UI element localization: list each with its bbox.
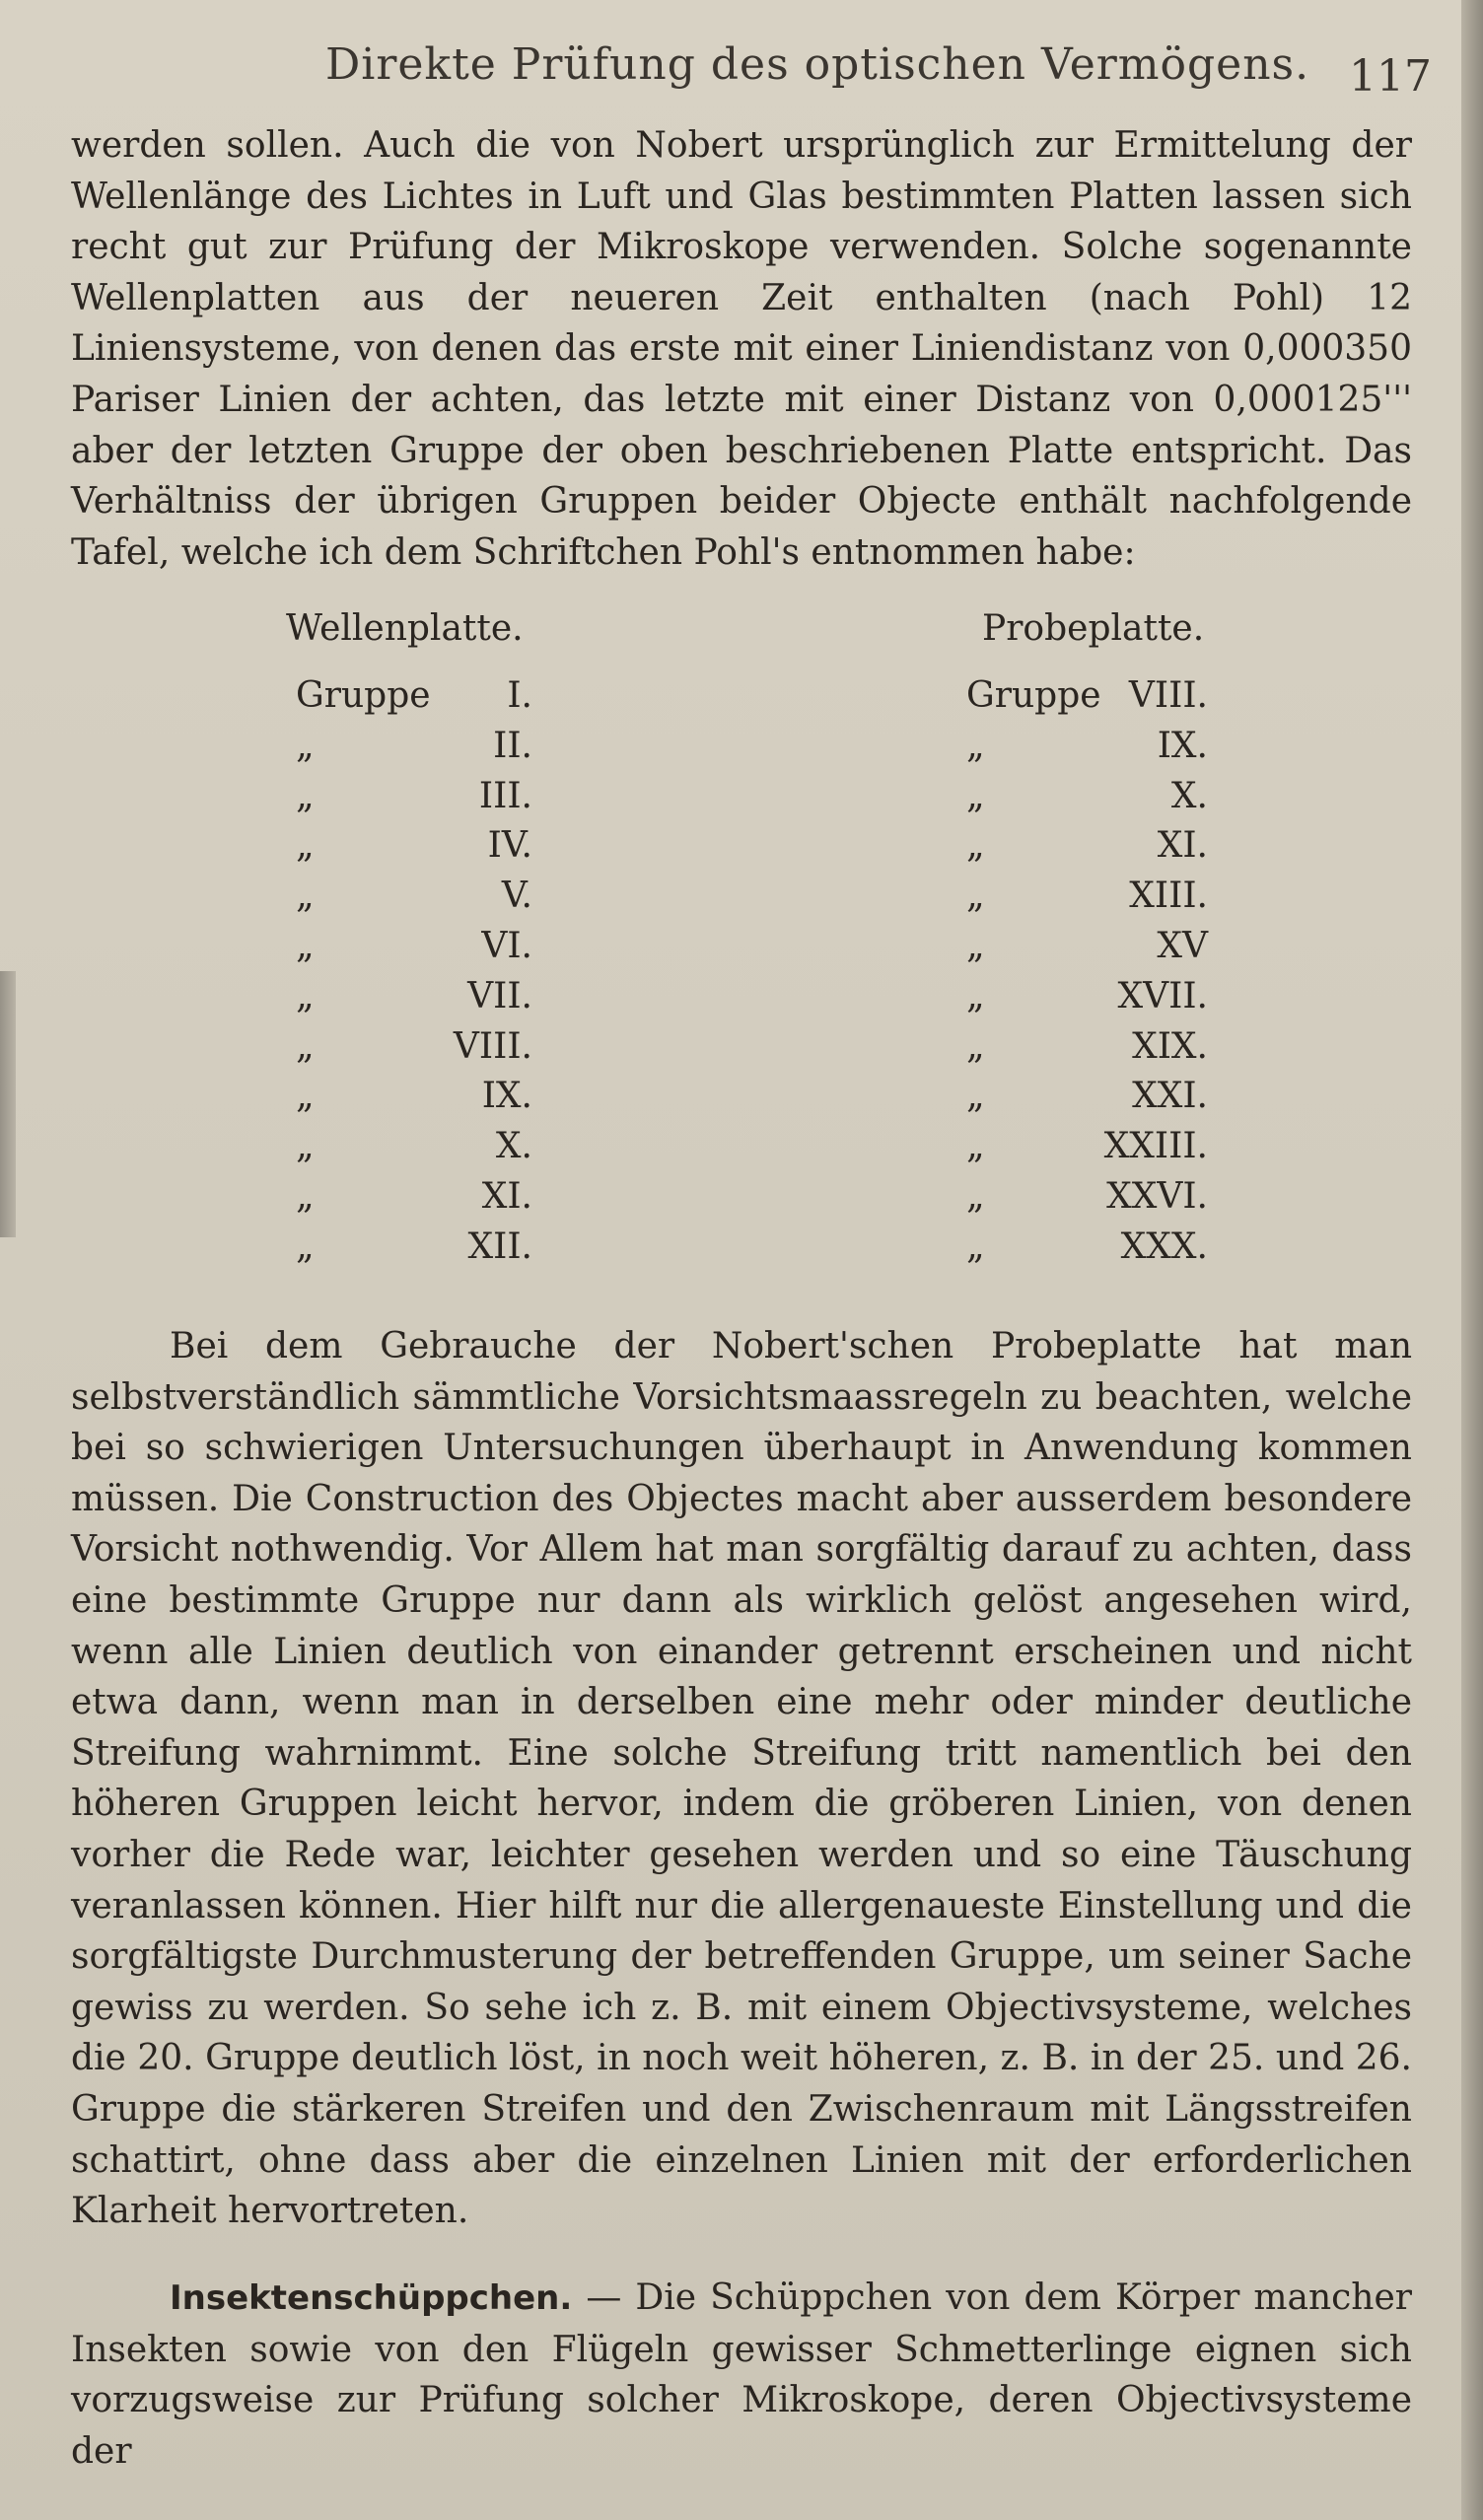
probeplatte-group: XIX. [1132,1025,1208,1067]
left-label: „ [296,875,315,917]
right-label: „ [966,926,985,966]
left-label: „ [296,1076,315,1117]
right-label: „ [966,775,985,816]
probeplatte-heading: Probeplatte. [982,608,1205,649]
probeplatte-group: XXX. [1120,1225,1208,1267]
probeplatte-group: X. [1170,775,1208,816]
left-label: „ [296,725,315,766]
right-label: „ [966,1126,985,1167]
right-label: „ [966,1176,985,1217]
paragraph-intro [71,120,1412,578]
table-row [0,1076,1483,1125]
probeplatte-group: XXIII. [1103,1126,1208,1167]
wellenplatte-group: IX. [481,1076,532,1117]
probeplatte-group: XXVI. [1106,1176,1208,1217]
wellenplatte-group: VIII. [453,1025,532,1067]
paragraph-text: werden sollen. Auch die von Nobert ursprünglich zur Ermittelung der Wellenlänge des Lichtes in Luft und Glas bestimmten Platten lassen sich recht gut zur Prüfung der Mikroskope verwenden. Solche sogenannte Wellenplatten aus der neueren Zeit enthalten (nach Pohl) 12 Liniensysteme, von denen das erste mit einer Liniendistanz von 0,000350 Pariser Linien der achten, das letzte mit einer Distanz von 0,000125''' aber der letzten Gruppe der oben beschriebenen Platte entspricht. Das Verhältniss der übrigen Gruppen beider Objecte enthält nachfolgende Tafel, welche ich dem Schriftchen Pohl's entnommen habe: [71,125,1412,573]
probeplatte-group: XXI. [1132,1076,1208,1117]
page-number: 117 [1349,51,1432,102]
wellenplatte-group: I. [507,675,532,716]
right-label: „ [966,725,985,766]
probeplatte-group: XVII. [1117,975,1208,1016]
section-heading: Insektenschüppchen. [170,2278,573,2318]
page-header [0,30,1483,102]
right-label: „ [966,875,985,917]
left-label: „ [296,926,315,966]
wellenplatte-group: III. [478,775,532,816]
paragraph-text [71,2273,1412,2477]
right-label: Gruppe [966,675,1101,716]
wellenplatte-group: VII. [467,975,532,1016]
table-row [0,926,1483,975]
wellenplatte-heading: Wellenplatte. [286,608,524,649]
paragraph-text: Bei dem Gebrauche der Nobert'schen Probeplatte hat man selbstverständlich sämmtliche Vorsichtsmaassregeln zu beachten, welche bei so schwierigen Untersuchungen überhaupt in Anwendung kommen müssen. Die Construction des Objectes macht aber ausserdem besondere Vorsicht nothwendig. Vor Allem hat man sorgfältig darauf zu achten, dass eine bestimmte Gruppe nur dann als wirklich gelöst angesehen wird, wenn alle Linien deutlich von einander getrennt erscheinen und nicht etwa dann, wenn man in derselben eine mehr oder minder deutliche Streifung wahrnimmt. Eine solche Streifung tritt namentlich bei den höheren Gruppen leicht hervor, indem die gröberen Linien, von denen vorher die Rede war, leichter gesehen werden und so eine Täuschung veranlassen können. Hier hilft nur die allergenaueste Einstellung und die sorgfältigste Durchmusterung der betreffenden Gruppe, um seiner Sache gewiss zu werden. So sehe ich z. B. mit einem Objectivsysteme, welches die 20. Gruppe deutlich löst, in noch weit höheren, z. B. in der 25. und 26. Gruppe die stärkeren Streifen und den Zwischenraum mit Längsstreifen schattirt, ohne dass aber die einzelnen Linien mit der erforderlichen Klarheit hervortreten. [71,1326,1412,2232]
wellenplatte-group: XII. [467,1225,532,1267]
right-label: „ [966,1225,985,1267]
table-row [0,776,1483,825]
table-row [0,976,1483,1025]
wellenplatte-group: VI. [481,926,532,966]
table-row [0,1026,1483,1076]
table-row [0,726,1483,775]
left-label: „ [296,1176,315,1217]
table-row [0,1176,1483,1225]
paragraph-probeplatte [71,1321,1412,2237]
left-label: „ [296,1225,315,1267]
probeplatte-group: VIII. [1128,675,1208,716]
wellenplatte-group: V. [501,875,532,917]
left-label: Gruppe [296,675,431,716]
probeplatte-group: IX. [1157,725,1208,766]
left-label: „ [296,825,315,867]
probeplatte-group: XI. [1157,825,1208,867]
right-label: „ [966,825,985,867]
section-text: — Die Schüppchen von dem Körper mancher Insekten sowie von den Flügeln gewisser Schmetterlinge eignen sich vorzugsweise zur Prüfung solcher Mikroskope, deren Objectivsysteme der [71,2277,1412,2472]
running-title: Direkte Prüfung des optischen Vermögens. [325,39,1310,90]
table-row [0,1226,1483,1276]
right-label: „ [966,1025,985,1067]
left-label: „ [296,975,315,1016]
left-label: „ [296,1025,315,1067]
wellenplatte-group: IV. [487,825,532,867]
probeplatte-group: XIII. [1129,875,1208,917]
comparison-table [0,608,1483,1289]
probeplatte-group: XV [1157,926,1208,966]
wellenplatte-group: X. [495,1126,532,1167]
right-label: „ [966,975,985,1016]
wellenplatte-group: XI. [481,1176,532,1217]
left-label: „ [296,1126,315,1167]
table-row [0,875,1483,925]
paragraph-insektenschueppchen [71,2273,1412,2477]
right-label: „ [966,1076,985,1117]
table-row [0,825,1483,875]
left-label: „ [296,775,315,816]
table-row [0,1126,1483,1175]
table-row [0,675,1483,725]
wellenplatte-group: II. [493,725,532,766]
